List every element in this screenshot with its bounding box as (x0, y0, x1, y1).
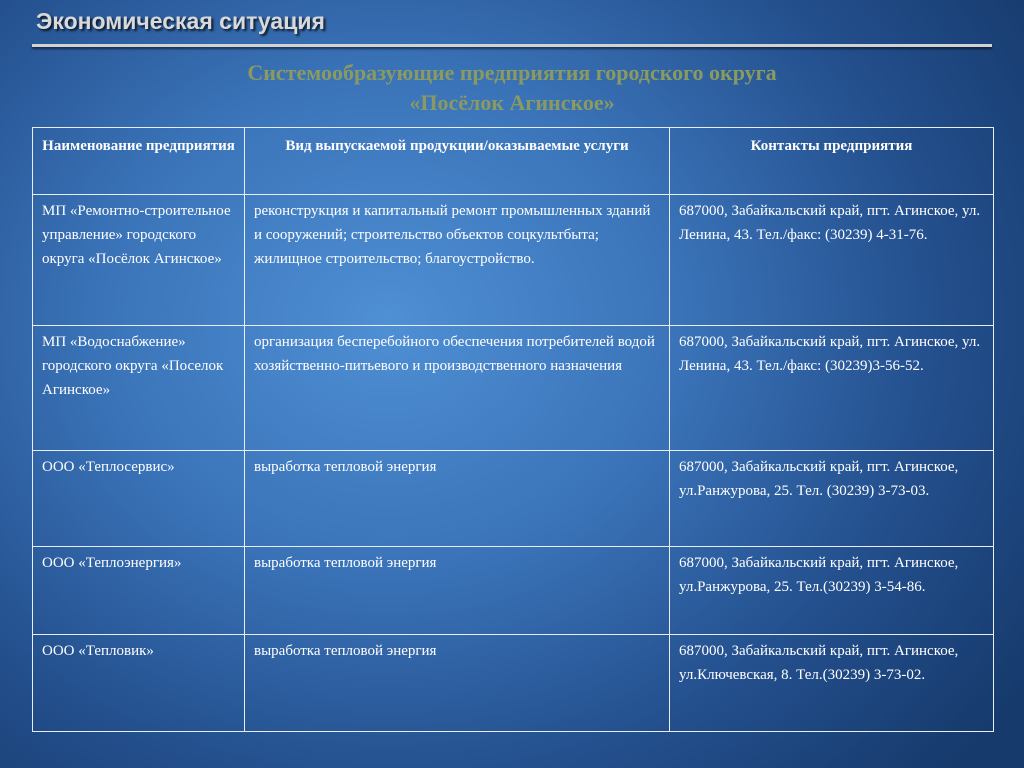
cell-service: выработка тепловой энергия (245, 451, 670, 547)
cell-contacts: 687000, Забайкальский край, пгт. Агинское, ул. Ленина, 43. Тел./факс: (30239)3-56-52. (670, 326, 994, 451)
table-row (33, 547, 994, 635)
slide-title: Экономическая ситуация (36, 8, 325, 34)
cell-name: ООО «Тепловик» (33, 635, 245, 732)
table-row (33, 451, 994, 547)
cell-contacts: 687000, Забайкальский край, пгт. Агинское, ул.Ключевская, 8. Тел.(30239) 3-73-02. (670, 635, 994, 732)
header-name: Наименование предприятия (33, 128, 245, 195)
table-header-row (33, 128, 994, 195)
cell-service: организация бесперебойного обеспечения потребителей водой хозяйственно-питьевого и производственного назначения (245, 326, 670, 451)
subtitle-line-2: «Посёлок Агинское» (409, 90, 615, 115)
title-divider (32, 44, 992, 47)
subtitle-line-1: Системообразующие предприятия городского округа (247, 60, 777, 85)
slide-subtitle (0, 58, 1024, 118)
table-row (33, 195, 994, 326)
cell-service: реконструкция и капитальный ремонт промышленных зданий и сооружений; строительство объектов соцкультбыта; жилищное строительство; благоустройство. (245, 195, 670, 326)
header-service: Вид выпускаемой продукции/оказываемые услуги (245, 128, 670, 195)
table-row (33, 326, 994, 451)
table-row (33, 635, 994, 732)
cell-contacts: 687000, Забайкальский край, пгт. Агинское, ул.Ранжурова, 25. Тел.(30239) 3-54-86. (670, 547, 994, 635)
header-contacts: Контакты предприятия (670, 128, 994, 195)
cell-service: выработка тепловой энергия (245, 635, 670, 732)
enterprises-table (32, 127, 994, 732)
cell-name: ООО «Теплосервис» (33, 451, 245, 547)
cell-service: выработка тепловой энергия (245, 547, 670, 635)
cell-name: ООО «Теплоэнергия» (33, 547, 245, 635)
cell-contacts: 687000, Забайкальский край, пгт. Агинское, ул.Ранжурова, 25. Тел. (30239) 3-73-03. (670, 451, 994, 547)
cell-name: МП «Водоснабжение» городского округа «Поселок Агинское» (33, 326, 245, 451)
cell-name: МП «Ремонтно-строительное управление» городского округа «Посёлок Агинское» (33, 195, 245, 326)
cell-contacts: 687000, Забайкальский край, пгт. Агинское, ул. Ленина, 43. Тел./факс: (30239) 4-31-76. (670, 195, 994, 326)
